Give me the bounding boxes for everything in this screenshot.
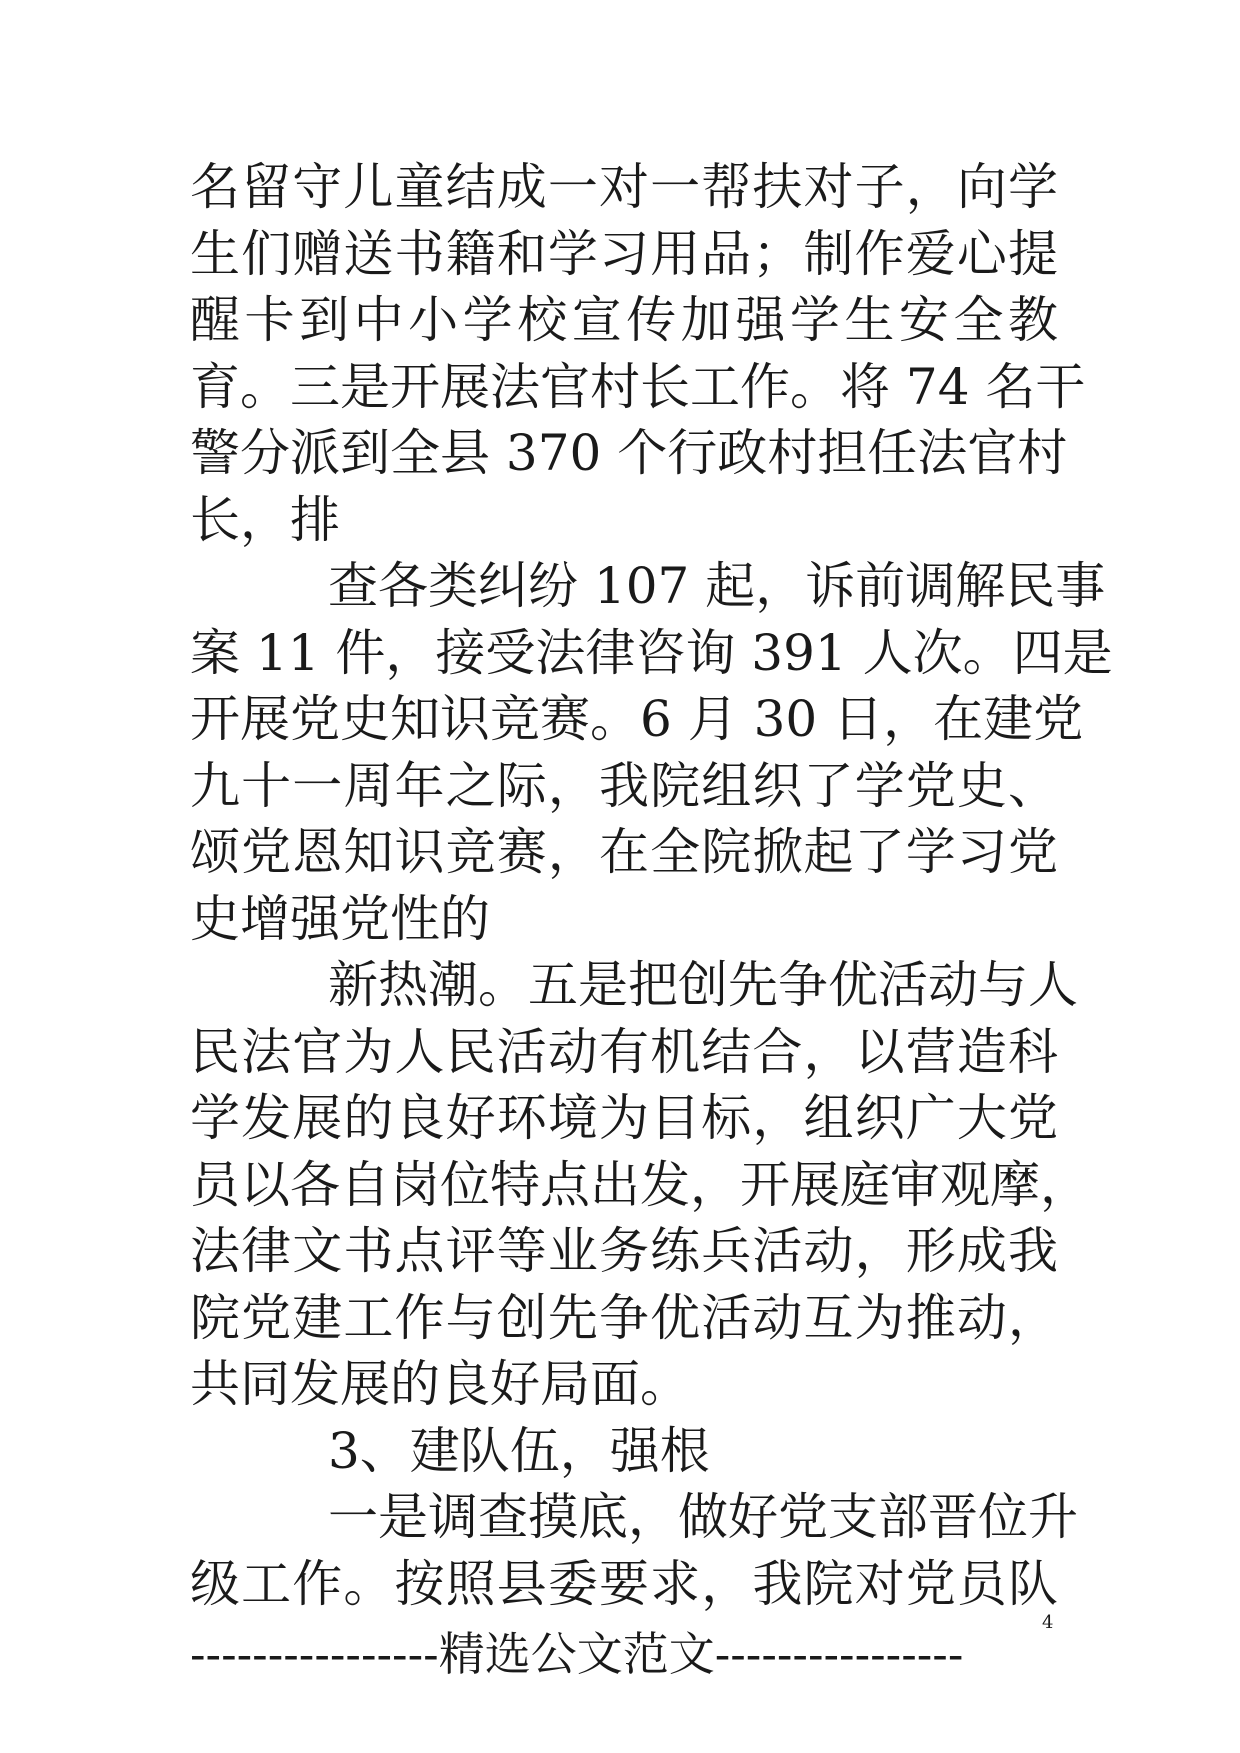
- text-line: 级工作。按照县委要求，我院对党员队: [190, 1554, 1058, 1613]
- body-text: [190, 154, 1113, 1617]
- text-line: 九十一周年之际，我院组织了学党史、: [190, 756, 1058, 815]
- text-line: 共同发展的良好局面。: [190, 1355, 690, 1413]
- text-line: 名留守儿童结成一对一帮扶对子，向学: [190, 158, 1058, 216]
- text-line: 开展党史知识竞赛。6 月 30 日，在建党: [190, 690, 1084, 748]
- page-number: 4: [1042, 1612, 1054, 1633]
- footer-banner: ----------------精选公文范文----------------: [190, 1627, 964, 1681]
- text-line: 查各类纠纷 107 起，诉前调解民事: [328, 557, 1106, 615]
- text-line: 员以各自岗位特点出发，开展庭审观摩，: [190, 1155, 1090, 1214]
- text-line: 长，排: [190, 490, 340, 549]
- text-line: 育。三是开展法官村长工作。将 74 名干: [190, 357, 1086, 416]
- text-line: 法律文书点评等业务练兵活动，形成我: [190, 1222, 1058, 1280]
- text-line: 民法官为人民活动有机结合，以营造科: [190, 1022, 1058, 1081]
- text-line: 醒卡到中小学校宣传加强学生安全教: [190, 291, 1058, 349]
- text-line: 颂党恩知识竞赛，在全院掀起了学习党: [190, 823, 1058, 881]
- text-line: 警分派到全县 370 个行政村担任法官村: [190, 424, 1068, 482]
- text-line: 生们赠送书籍和学习用品；制作爱心提: [190, 224, 1058, 283]
- text-line: 3、建队伍，强根: [328, 1421, 710, 1480]
- text-line: 史增强党性的: [190, 889, 490, 948]
- text-line: 一是调查摸底，做好党支部晋位升: [328, 1488, 1078, 1546]
- text-line: 新热潮。五是把创先争优活动与人: [328, 956, 1078, 1014]
- text-line: 院党建工作与创先争优活动互为推动，: [190, 1288, 1058, 1347]
- text-line: 学发展的良好环境为目标，组织广大党: [190, 1089, 1058, 1147]
- text-line: 案 11 件，接受法律咨询 391 人次。四是: [190, 623, 1113, 682]
